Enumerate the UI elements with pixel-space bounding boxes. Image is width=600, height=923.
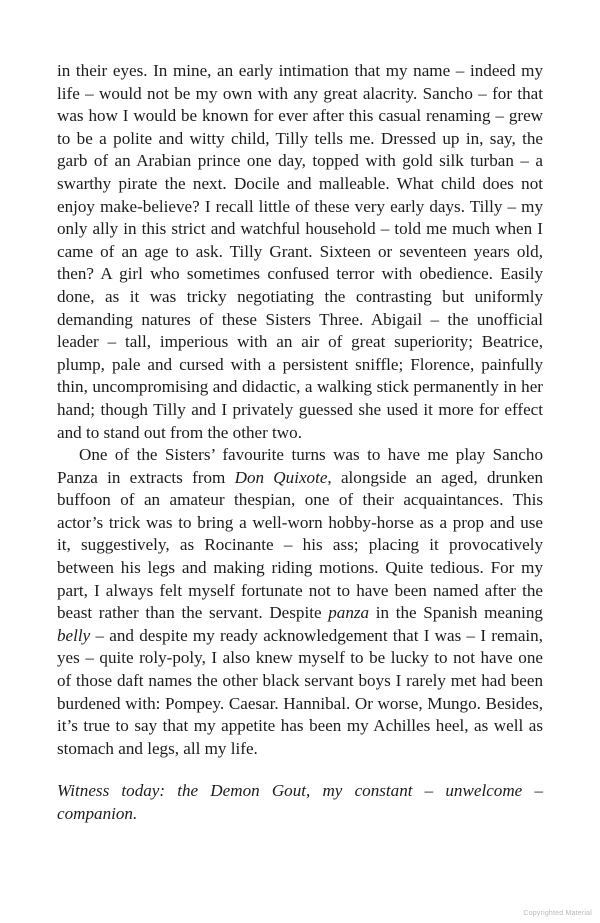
italic-word-panza: panza [328, 603, 370, 623]
paragraph-text: – and despite my ready acknowledgement that I was – I remain, yes – quite roly-poly, I also knew myself to be lucky to not have one of those daft names the other black servant boys I rarely met had been burdened with: Pompey. Caesar. Hannibal. Or worse, Mungo. Besides, it’s true to say that my appetite has been my Achilles heel, as well as stomach and legs, all my life. [57, 625, 543, 758]
book-page-text [57, 60, 543, 826]
paragraph-text: One of the Sisters’ favourite turns was to have me play Sancho Panza in extracts from [57, 445, 543, 487]
paragraph-text: Witness today: the Demon Gout, my constant – unwelcome – companion. [57, 781, 543, 823]
italic-title-don-quixote: Don Quixote [234, 467, 328, 487]
paragraph-sisters-favourite-turns [57, 444, 543, 760]
copyright-watermark: Copyrighted Material [523, 910, 592, 917]
italic-word-belly: belly [57, 625, 91, 645]
paragraph-text: in their eyes. In mine, an early intimation that my name – indeed my life – would not be my own with any great alacrity. Sancho – for that was how I would be known for ever after this casual renaming – grew to be a polite and witty child, Tilly tells me. Dressed up in, say, the garb of an Arabian prince one day, topped with gold silk turban – a swarthy pirate the next. Docile and malleable. What child does not enjoy make-believe? I recall little of these very early days. Tilly – my only ally in this strict and watchful household – told me much when I came of an age to ask. Tilly Grant. Sixteen or seventeen years old, then? A girl who sometimes confused terror with obedience. Easily done, as it was tricky negotiating the contrasting but uniformly demanding natures of these Sisters Three. Abigail – the unofficial leader – tall, imperious with an air of great superiority; Beatrice, plump, pale and cursed with a persistent sniffle; Florence, painfully thin, uncompromising and didactic, a walking stick permanently in her hand; though Tilly and I privately guessed she used it more for effect and to stand out from the other two. [57, 61, 543, 442]
paragraph-text: , alongside an aged, drunken buffoon of an amateur thespian, one of their acquaintances. This actor’s trick was to bring a well-worn hobby-horse as a prop and use it, suggestively, as Rocinante – his ass; placing it provocatively between his legs and making riding motions. Quite tedious. For my part, I always felt myself fortunate not to have been named after the beast rather than the servant. Despite [57, 467, 543, 623]
paragraph-opening [57, 60, 543, 444]
paragraph-closing-italic [57, 780, 543, 825]
paragraph-text: in the Spanish meaning [369, 603, 543, 623]
